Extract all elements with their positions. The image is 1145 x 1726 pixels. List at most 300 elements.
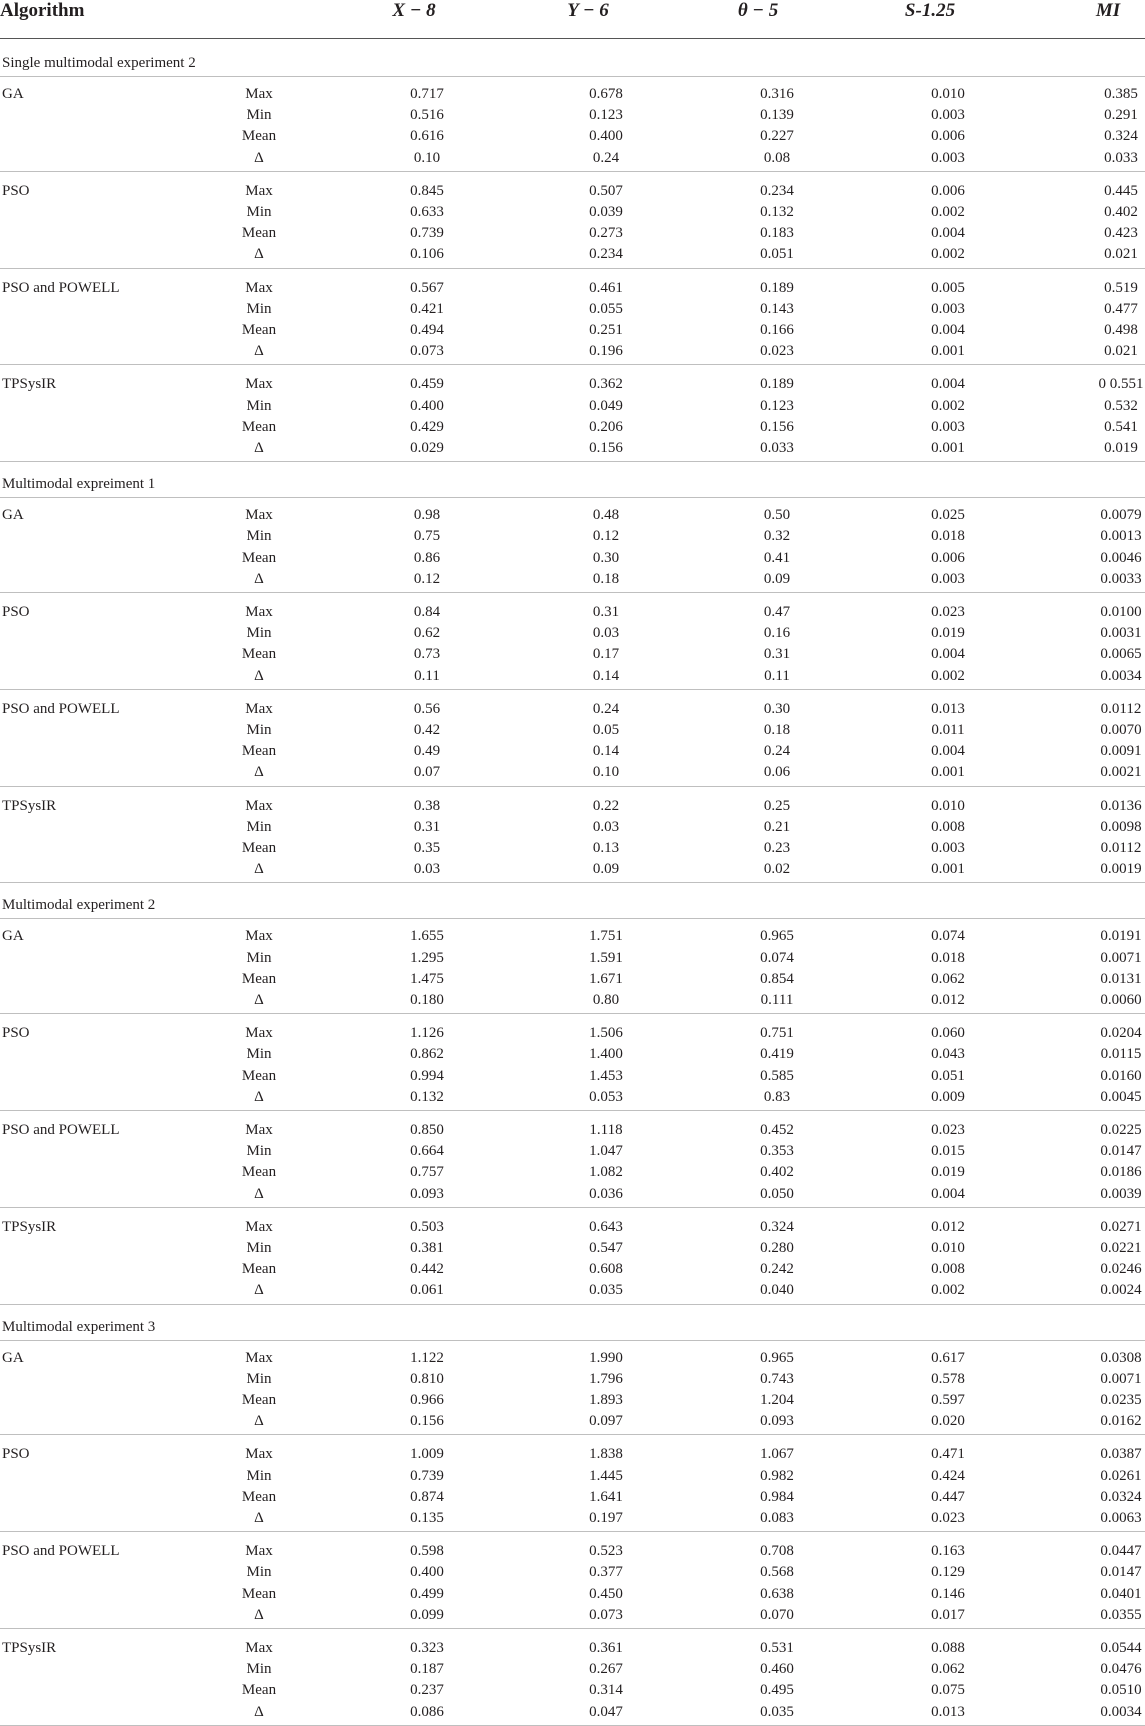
table-cell: 0.015 bbox=[931, 1143, 965, 1160]
table-cell: 0.24 bbox=[763, 743, 791, 760]
table-cell: 0.123 bbox=[589, 107, 623, 124]
table-cell: 0.051 bbox=[931, 1067, 965, 1084]
table-cell: 0.0131 bbox=[1100, 970, 1142, 987]
table-cell: 0.0271 bbox=[1100, 1218, 1142, 1235]
table-cell: 0.156 bbox=[589, 440, 623, 456]
table-cell: 0.739 bbox=[410, 225, 444, 242]
table-cell: 0.0024 bbox=[1100, 1282, 1142, 1299]
table-cell: 0.011 bbox=[931, 722, 965, 738]
stat-label: Mean bbox=[241, 840, 277, 856]
table-cell: 0.003 bbox=[931, 149, 965, 166]
table-cell: 0.227 bbox=[760, 128, 794, 145]
table-cell: 0.023 bbox=[931, 604, 965, 620]
table-cell: 0.11 bbox=[764, 667, 790, 684]
table-cell: 0.498 bbox=[1104, 322, 1138, 338]
stat-label: Mean bbox=[241, 743, 277, 760]
table-cell: 0.234 bbox=[760, 182, 794, 199]
table-cell: 0.0221 bbox=[1100, 1240, 1142, 1256]
table-cell: 0.001 bbox=[931, 764, 965, 781]
table-cell: 0.008 bbox=[931, 818, 965, 835]
stat-label: Mean bbox=[241, 1392, 277, 1408]
table-cell: 0.30 bbox=[763, 700, 791, 717]
table-cell: 0.075 bbox=[931, 1682, 965, 1699]
stat-label: Mean bbox=[241, 549, 277, 566]
stat-label: Mean bbox=[241, 1067, 277, 1084]
table-cell: 0.139 bbox=[760, 107, 794, 124]
table-cell: 0.532 bbox=[1104, 397, 1138, 414]
table-cell: 0.845 bbox=[410, 182, 444, 199]
table-cell: 0.0079 bbox=[1100, 507, 1142, 524]
table-cell: 0.0160 bbox=[1100, 1067, 1142, 1084]
table-cell: 0.07 bbox=[413, 764, 441, 781]
algorithm-name: PSO bbox=[2, 604, 30, 620]
table-cell: 0.73 bbox=[413, 646, 441, 663]
stat-label: Max bbox=[245, 604, 273, 620]
stat-label: Max bbox=[245, 928, 273, 945]
group-rule bbox=[0, 882, 1145, 883]
stat-label: Mean bbox=[241, 418, 277, 435]
table-cell: 0.424 bbox=[931, 1467, 965, 1484]
table-cell: 0.025 bbox=[931, 507, 965, 524]
table-cell: 0.18 bbox=[763, 722, 791, 738]
table-cell: 0.0246 bbox=[1100, 1261, 1142, 1278]
table-cell: 0.012 bbox=[931, 1218, 965, 1235]
table-cell: 0.0261 bbox=[1100, 1467, 1142, 1484]
table-cell: 0.187 bbox=[410, 1661, 444, 1678]
table-cell: 1.838 bbox=[589, 1446, 623, 1463]
table-cell: 0.519 bbox=[1104, 279, 1138, 296]
table-cell: 0.810 bbox=[410, 1370, 444, 1387]
table-cell: 0.004 bbox=[931, 743, 965, 760]
table-cell: 0.06 bbox=[763, 764, 791, 781]
table-cell: 0.638 bbox=[760, 1585, 794, 1602]
table-cell: 0.12 bbox=[592, 528, 620, 545]
stat-label: Min bbox=[246, 949, 272, 966]
table-cell: 0.083 bbox=[760, 1510, 794, 1526]
table-cell: 0.074 bbox=[931, 928, 965, 945]
table-cell: 0.013 bbox=[931, 1703, 965, 1720]
table-cell: 0.0019 bbox=[1100, 861, 1142, 878]
stat-label: Min bbox=[246, 1467, 272, 1484]
table-cell: 0.98 bbox=[413, 507, 441, 524]
table-cell: 0.023 bbox=[760, 343, 794, 360]
algorithm-name: PSO and POWELL bbox=[2, 279, 120, 296]
table-cell: 0.074 bbox=[760, 949, 794, 966]
table-cell: 0.516 bbox=[410, 107, 444, 124]
stat-label: Min bbox=[246, 1143, 272, 1160]
table-cell: 0.678 bbox=[589, 86, 623, 102]
table-cell: 0.0186 bbox=[1100, 1164, 1142, 1181]
table-cell: 0.040 bbox=[760, 1282, 794, 1299]
stat-label: Max bbox=[245, 507, 273, 524]
table-cell: 0.033 bbox=[760, 440, 794, 456]
table-cell: 0.003 bbox=[931, 300, 965, 317]
table-cell: 0.020 bbox=[931, 1413, 965, 1430]
table-header bbox=[0, 0, 1145, 38]
algorithm-name: PSO and POWELL bbox=[2, 700, 120, 717]
table-cell: 0.242 bbox=[760, 1261, 794, 1278]
table-cell: 0.003 bbox=[931, 840, 965, 856]
header-col-theta: θ − 5 bbox=[737, 0, 779, 21]
table-cell: 0.183 bbox=[760, 225, 794, 242]
section-title: Multimodal experiment 3 bbox=[2, 1318, 156, 1335]
table-cell: 0.0031 bbox=[1100, 625, 1142, 642]
table-cell: 0.060 bbox=[931, 1025, 965, 1042]
table-cell: 0.507 bbox=[589, 182, 623, 199]
table-cell: 0.0401 bbox=[1100, 1585, 1142, 1602]
table-cell: 0.001 bbox=[931, 343, 965, 360]
algorithm-name: GA bbox=[2, 507, 24, 524]
stat-label: Min bbox=[246, 107, 272, 124]
table-cell: 0.018 bbox=[931, 528, 965, 545]
table-cell: 0.0045 bbox=[1100, 1088, 1142, 1105]
table-cell: 0.088 bbox=[931, 1640, 965, 1656]
table-cell: 0.0046 bbox=[1100, 549, 1142, 566]
table-cell: 0.494 bbox=[410, 322, 444, 338]
table-cell: 0.617 bbox=[931, 1349, 965, 1366]
table-cell: 0.132 bbox=[410, 1088, 444, 1105]
table-cell: 0.381 bbox=[410, 1240, 444, 1256]
table-cell: 0.874 bbox=[410, 1488, 444, 1505]
algorithm-name: TPSysIR bbox=[2, 376, 57, 393]
table-cell: 0.055 bbox=[589, 300, 623, 317]
stat-label: Δ bbox=[254, 149, 264, 166]
table-cell: 0 0.551 bbox=[1098, 376, 1144, 393]
table-cell: 0.156 bbox=[760, 418, 794, 435]
table-cell: 0.541 bbox=[1104, 418, 1138, 435]
table-cell: 0.0476 bbox=[1100, 1661, 1142, 1678]
algorithm-name: TPSysIR bbox=[2, 1218, 57, 1235]
table-cell: 0.80 bbox=[592, 992, 620, 1008]
table-cell: 0.0147 bbox=[1100, 1143, 1142, 1160]
algorithm-name: PSO bbox=[2, 182, 30, 199]
table-cell: 0.21 bbox=[763, 818, 791, 835]
table-cell: 0.002 bbox=[931, 397, 965, 414]
table-cell: 0.965 bbox=[760, 928, 794, 945]
table-cell: 0.10 bbox=[413, 149, 441, 166]
stat-label: Δ bbox=[254, 1703, 264, 1720]
table-cell: 0.017 bbox=[931, 1606, 965, 1623]
stat-label: Max bbox=[245, 1543, 273, 1560]
table-cell: 0.385 bbox=[1104, 86, 1138, 102]
table-cell: 0.0071 bbox=[1100, 1370, 1142, 1387]
table-cell: 0.053 bbox=[589, 1088, 623, 1105]
table-cell: 0.135 bbox=[410, 1510, 444, 1526]
stat-label: Mean bbox=[241, 128, 277, 145]
table-cell: 0.0355 bbox=[1100, 1606, 1142, 1623]
table-cell: 0.234 bbox=[589, 246, 623, 263]
table-cell: 0.49 bbox=[413, 743, 441, 760]
table-cell: 0.0063 bbox=[1100, 1510, 1142, 1526]
table-cell: 0.03 bbox=[592, 625, 620, 642]
table-cell: 0.291 bbox=[1104, 107, 1138, 124]
table-cell: 0.323 bbox=[410, 1640, 444, 1656]
table-cell: 0.25 bbox=[763, 797, 791, 814]
stat-label: Mean bbox=[241, 1488, 277, 1505]
table-cell: 0.31 bbox=[592, 604, 620, 620]
table-cell: 0.0100 bbox=[1100, 604, 1142, 620]
table-cell: 0.400 bbox=[410, 397, 444, 414]
stat-label: Mean bbox=[241, 970, 277, 987]
table-cell: 0.400 bbox=[410, 1564, 444, 1581]
table-cell: 1.009 bbox=[410, 1446, 444, 1463]
algorithm-name: GA bbox=[2, 1349, 24, 1366]
table-cell: 0.08 bbox=[763, 149, 791, 166]
stat-label: Mean bbox=[241, 1261, 277, 1278]
table-cell: 0.314 bbox=[589, 1682, 623, 1699]
table-cell: 1.122 bbox=[410, 1349, 444, 1366]
table-cell: 0.0191 bbox=[1100, 928, 1142, 945]
table-cell: 0.0147 bbox=[1100, 1564, 1142, 1581]
table-cell: 0.061 bbox=[410, 1282, 444, 1299]
table-cell: 0.14 bbox=[592, 667, 620, 684]
table-cell: 0.070 bbox=[760, 1606, 794, 1623]
table-cell: 0.324 bbox=[1104, 128, 1138, 145]
table-cell: 0.11 bbox=[414, 667, 440, 684]
section-rule bbox=[0, 918, 1145, 919]
table-cell: 0.38 bbox=[413, 797, 441, 814]
table-cell: 0.050 bbox=[760, 1185, 794, 1202]
table-cell: 0.361 bbox=[589, 1640, 623, 1656]
stat-label: Mean bbox=[241, 225, 277, 242]
table-cell: 0.30 bbox=[592, 549, 620, 566]
table-cell: 0.002 bbox=[931, 204, 965, 220]
table-cell: 0.012 bbox=[931, 992, 965, 1008]
stat-label: Δ bbox=[254, 1606, 264, 1623]
table-cell: 0.316 bbox=[760, 86, 794, 102]
group-rule bbox=[0, 592, 1145, 593]
stat-label: Mean bbox=[241, 1682, 277, 1699]
table-cell: 0.093 bbox=[760, 1413, 794, 1430]
table-cell: 0.471 bbox=[931, 1446, 965, 1463]
table-cell: 0.419 bbox=[760, 1046, 794, 1063]
table-cell: 0.062 bbox=[931, 970, 965, 987]
table-cell: 0.0071 bbox=[1100, 949, 1142, 966]
table-cell: 0.461 bbox=[589, 279, 623, 296]
table-cell: 0.106 bbox=[410, 246, 444, 263]
stat-label: Min bbox=[246, 1661, 272, 1678]
table-cell: 0.633 bbox=[410, 204, 444, 220]
table-cell: 0.531 bbox=[760, 1640, 794, 1656]
group-rule bbox=[0, 1013, 1145, 1014]
table-cell: 0.003 bbox=[931, 570, 965, 587]
table-cell: 0.994 bbox=[410, 1067, 444, 1084]
table-cell: 1.641 bbox=[589, 1488, 623, 1505]
table-cell: 0.023 bbox=[931, 1510, 965, 1526]
table-cell: 0.377 bbox=[589, 1564, 623, 1581]
table-cell: 0.273 bbox=[589, 225, 623, 242]
table-cell: 0.850 bbox=[410, 1122, 444, 1138]
table-cell: 0.459 bbox=[410, 376, 444, 393]
table-cell: 0.010 bbox=[931, 797, 965, 814]
algorithm-name: PSO and POWELL bbox=[2, 1543, 120, 1560]
group-rule bbox=[0, 171, 1145, 172]
table-cell: 0.47 bbox=[763, 604, 791, 620]
table-cell: 0.0235 bbox=[1100, 1392, 1142, 1408]
table-cell: 0.099 bbox=[410, 1606, 444, 1623]
stat-label: Mean bbox=[241, 646, 277, 663]
table-cell: 0.039 bbox=[589, 204, 623, 220]
stat-label: Max bbox=[245, 1349, 273, 1366]
table-cell: 0.42 bbox=[413, 722, 441, 738]
stat-label: Max bbox=[245, 1446, 273, 1463]
table-cell: 0.019 bbox=[931, 625, 965, 642]
table-cell: 1.475 bbox=[410, 970, 444, 987]
table-cell: 0.743 bbox=[760, 1370, 794, 1387]
algorithm-name: PSO bbox=[2, 1025, 30, 1042]
table-cell: 0.32 bbox=[763, 528, 791, 545]
table-cell: 0.189 bbox=[760, 279, 794, 296]
stat-label: Max bbox=[245, 797, 273, 814]
table-cell: 0.051 bbox=[760, 246, 794, 263]
table-cell: 0.237 bbox=[410, 1682, 444, 1699]
table-cell: 0.132 bbox=[760, 204, 794, 220]
stat-label: Δ bbox=[254, 440, 264, 456]
table-cell: 1.400 bbox=[589, 1046, 623, 1063]
table-cell: 0.965 bbox=[760, 1349, 794, 1366]
table-cell: 0.41 bbox=[763, 549, 791, 566]
table-cell: 0.17 bbox=[592, 646, 620, 663]
stat-label: Max bbox=[245, 376, 273, 393]
table-cell: 1.126 bbox=[410, 1025, 444, 1042]
table-cell: 0.13 bbox=[592, 840, 620, 856]
table-cell: 0.0034 bbox=[1100, 667, 1142, 684]
table-cell: 0.021 bbox=[1104, 343, 1138, 360]
table-cell: 0.073 bbox=[589, 1606, 623, 1623]
stat-label: Max bbox=[245, 1025, 273, 1042]
table-cell: 0.002 bbox=[931, 667, 965, 684]
stat-label: Min bbox=[246, 1370, 272, 1387]
table-cell: 0.0115 bbox=[1100, 1046, 1142, 1063]
section-rule bbox=[0, 497, 1145, 498]
table-cell: 0.757 bbox=[410, 1164, 444, 1181]
table-cell: 0.086 bbox=[410, 1703, 444, 1720]
table-cell: 0.31 bbox=[413, 818, 441, 835]
table-cell: 0.097 bbox=[589, 1413, 623, 1430]
table-cell: 0.035 bbox=[760, 1703, 794, 1720]
table-cell: 0.862 bbox=[410, 1046, 444, 1063]
table-cell: 0.003 bbox=[931, 107, 965, 124]
table-cell: 0.31 bbox=[763, 646, 791, 663]
algorithm-name: GA bbox=[2, 86, 24, 102]
table-cell: 0.503 bbox=[410, 1218, 444, 1235]
section-rule bbox=[0, 1340, 1145, 1341]
table-cell: 0.023 bbox=[931, 1122, 965, 1138]
table-cell: 0.445 bbox=[1104, 182, 1138, 199]
table-cell: 0.24 bbox=[592, 700, 620, 717]
table-cell: 0.009 bbox=[931, 1088, 965, 1105]
table-cell: 0.616 bbox=[410, 128, 444, 145]
table-cell: 0.0033 bbox=[1100, 570, 1142, 587]
table-cell: 0.03 bbox=[592, 818, 620, 835]
group-rule bbox=[0, 786, 1145, 787]
table-cell: 0.23 bbox=[763, 840, 791, 856]
table-cell: 0.008 bbox=[931, 1261, 965, 1278]
table-cell: 0.03 bbox=[413, 861, 441, 878]
table-cell: 0.189 bbox=[760, 376, 794, 393]
table-cell: 0.597 bbox=[931, 1392, 965, 1408]
stat-label: Max bbox=[245, 279, 273, 296]
table-cell: 0.477 bbox=[1104, 300, 1138, 317]
table-cell: 0.18 bbox=[592, 570, 620, 587]
algorithm-name: TPSysIR bbox=[2, 797, 57, 814]
table-cell: 0.598 bbox=[410, 1543, 444, 1560]
table-cell: 0.22 bbox=[592, 797, 620, 814]
table-cell: 0.197 bbox=[589, 1510, 623, 1526]
table-cell: 0.567 bbox=[410, 279, 444, 296]
table-cell: 0.180 bbox=[410, 992, 444, 1008]
group-rule bbox=[0, 364, 1145, 365]
table-cell: 1.591 bbox=[589, 949, 623, 966]
section-rule bbox=[0, 76, 1145, 77]
table-cell: 0.0112 bbox=[1100, 700, 1142, 717]
table-cell: 0.010 bbox=[931, 1240, 965, 1256]
table-cell: 0.568 bbox=[760, 1564, 794, 1581]
table-cell: 0.146 bbox=[931, 1585, 965, 1602]
table-cell: 0.02 bbox=[763, 861, 791, 878]
table-cell: 0.0091 bbox=[1100, 743, 1142, 760]
table-cell: 0.452 bbox=[760, 1122, 794, 1138]
stat-label: Min bbox=[246, 818, 272, 835]
table-cell: 0.854 bbox=[760, 970, 794, 987]
stat-label: Δ bbox=[254, 1510, 264, 1526]
table-cell: 0.523 bbox=[589, 1543, 623, 1560]
stat-label: Mean bbox=[241, 322, 277, 338]
stat-label: Δ bbox=[254, 570, 264, 587]
stat-label: Δ bbox=[254, 764, 264, 781]
stat-label: Δ bbox=[254, 1282, 264, 1299]
table-cell: 0.56 bbox=[413, 700, 441, 717]
table-cell: 0.421 bbox=[410, 300, 444, 317]
stat-label: Min bbox=[246, 625, 272, 642]
table-cell: 0.0324 bbox=[1100, 1488, 1142, 1505]
stat-label: Δ bbox=[254, 246, 264, 263]
table-cell: 1.204 bbox=[760, 1392, 794, 1408]
section-title: Multimodal expreiment 1 bbox=[2, 476, 156, 493]
table-cell: 0.004 bbox=[931, 1185, 965, 1202]
table-cell: 1.047 bbox=[589, 1143, 623, 1160]
table-cell: 1.082 bbox=[589, 1164, 623, 1181]
stat-label: Max bbox=[245, 700, 273, 717]
table-cell: 0.267 bbox=[589, 1661, 623, 1678]
table-cell: 0.280 bbox=[760, 1240, 794, 1256]
table-cell: 0.043 bbox=[931, 1046, 965, 1063]
algorithm-name: PSO and POWELL bbox=[2, 1122, 120, 1138]
table-cell: 0.123 bbox=[760, 397, 794, 414]
table-cell: 0.004 bbox=[931, 376, 965, 393]
table-cell: 0.05 bbox=[592, 722, 620, 738]
table-cell: 1.506 bbox=[589, 1025, 623, 1042]
table-cell: 0.717 bbox=[410, 86, 444, 102]
table-cell: 0.0544 bbox=[1100, 1640, 1142, 1656]
group-rule bbox=[0, 689, 1145, 690]
table-cell: 0.0112 bbox=[1100, 840, 1142, 856]
group-rule bbox=[0, 461, 1145, 462]
table-cell: 0.111 bbox=[760, 992, 794, 1008]
table-cell: 0.206 bbox=[589, 418, 623, 435]
table-cell: 1.893 bbox=[589, 1392, 623, 1408]
table-cell: 0.001 bbox=[931, 861, 965, 878]
group-rule bbox=[0, 1628, 1145, 1629]
table-cell: 0.0060 bbox=[1100, 992, 1142, 1008]
stat-label: Δ bbox=[254, 861, 264, 878]
table-cell: 0.0162 bbox=[1100, 1413, 1142, 1430]
table-cell: 0.708 bbox=[760, 1543, 794, 1560]
section-title: Multimodal experiment 2 bbox=[2, 897, 156, 914]
group-rule bbox=[0, 1434, 1145, 1435]
table-cell: 0.10 bbox=[592, 764, 620, 781]
table-cell: 0.0039 bbox=[1100, 1185, 1142, 1202]
